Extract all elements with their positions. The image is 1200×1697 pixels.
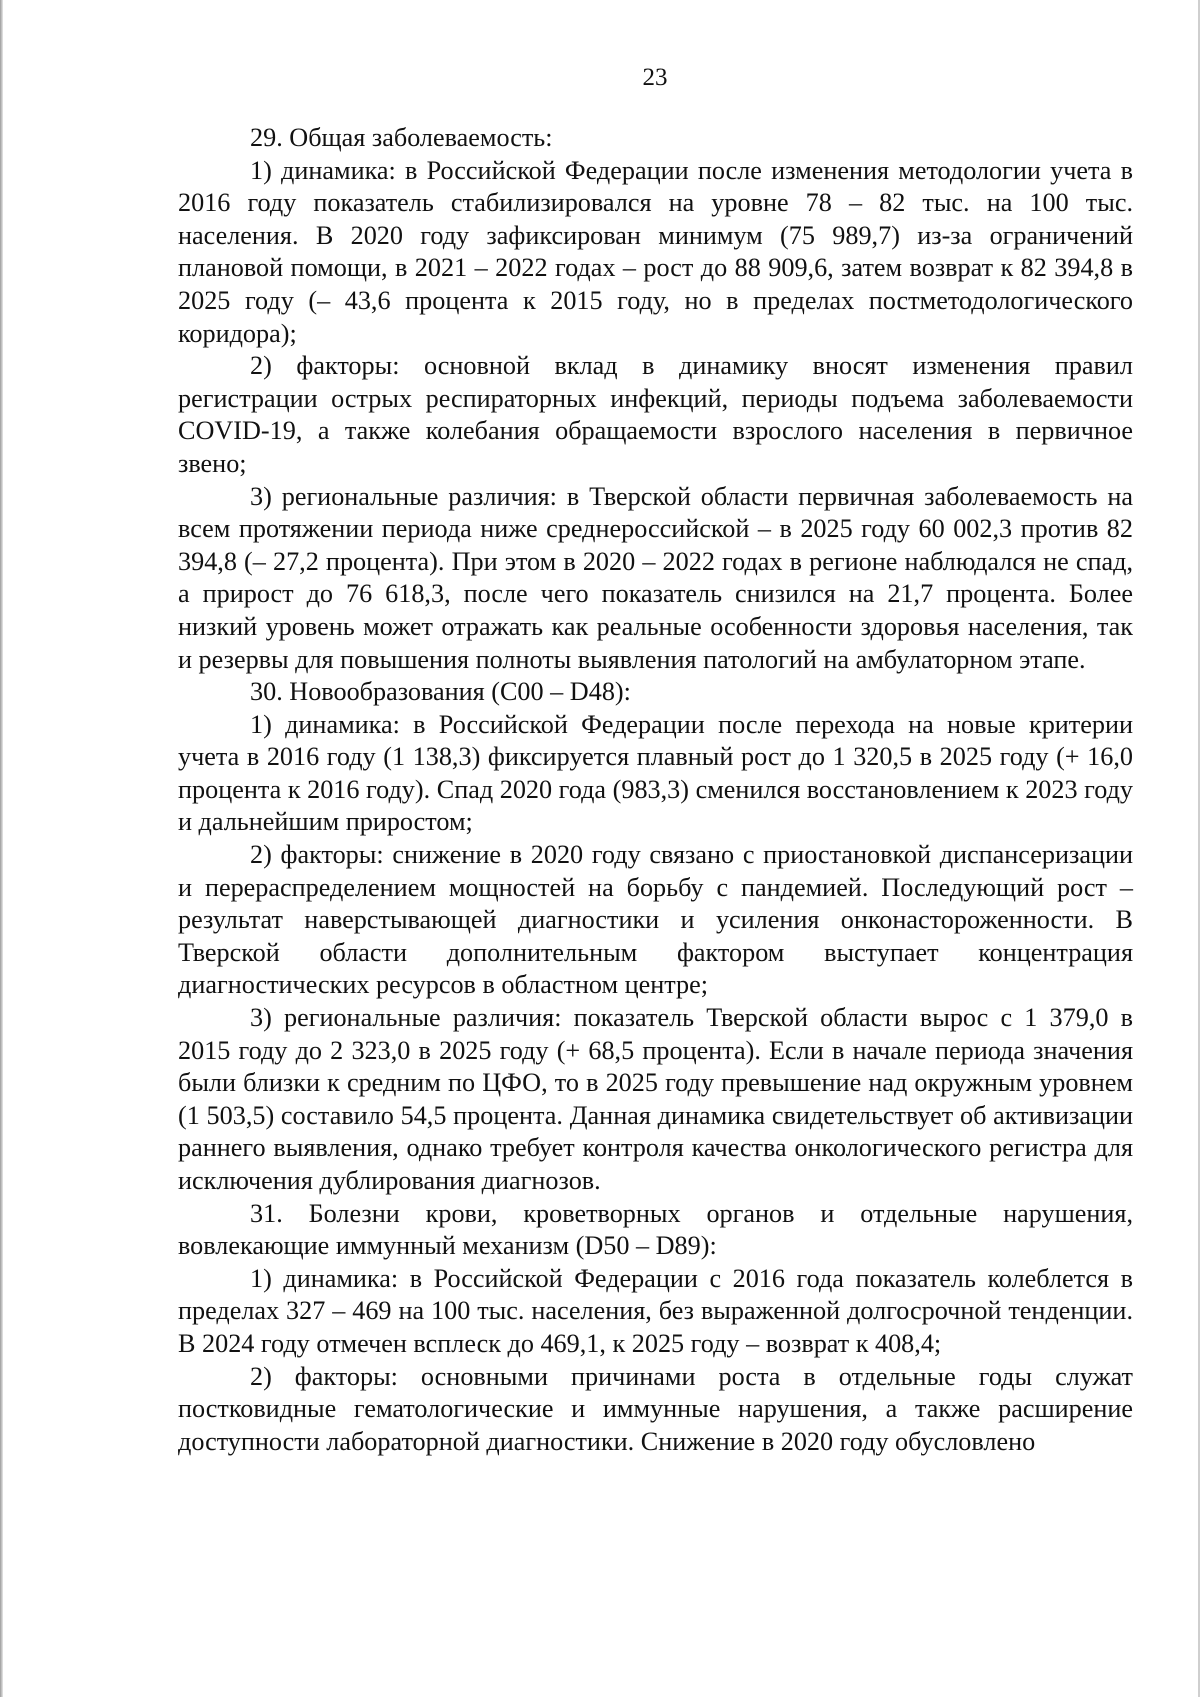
paragraph-30-dynamics: 1) динамика: в Российской Федерации после перехода на новые критерии учета в 2016 году (1 138,3) фиксируется плавный рост до 1 320,5 в 2025 году (+ 16,0 процента к 2016 году). Спад 2020 года (983,3) сменился восстановлением к 2023 году и дальнейшим приростом; [178, 709, 1133, 837]
page-number: 23 [642, 64, 668, 91]
paragraph-31-dynamics: 1) динамика: в Российской Федерации с 2016 года показатель колеблется в пределах 327 – 469 на 100 тыс. населения, без выраженной долгосрочной тенденции. В 2024 году отмечен всплеск до 469,1, к 2025 году – возврат к 408,4; [178, 1263, 1133, 1358]
scan-edge-left [0, 0, 3, 1697]
paragraph-30-factors: 2) факторы: снижение в 2020 году связано с приостановкой диспансеризации и перераспределением мощностей на борьбу с пандемией. Последующий рост – результат наверстывающей диагностики и усиления онконастороженности. В Тверской области дополнительным фактором выступает концентрация диагностических ресурсов в областном центре; [178, 840, 1133, 1000]
paragraph-29-dynamics: 1) динамика: в Российской Федерации после изменения методологии учета в 2016 году показатель стабилизировался на уровне 78 – 82 тыс. на 100 тыс. населения. В 2020 году зафиксирован минимум (75 989,7) из-за ограничений плановой помощи, в 2021 – 2022 годах – рост до 88 909,6, затем возврат к 82 394,8 в 2025 году (– 43,6 процента к 2015 году, но в пределах постметодологического коридора); [178, 155, 1133, 348]
document-body [178, 122, 1133, 1458]
paragraph-29-regional: 3) региональные различия: в Тверской области первичная заболеваемость на всем протяжении периода ниже среднероссийской – в 2025 году 60 002,3 против 82 394,8 (– 27,2 процента). При этом в 2020 – 2022 годах в регионе наблюдался не спад, а прирост до 76 618,3, после чего показатель снизился на 21,7 процента. Более низкий уровень может отражать как реальные особенности здоровья населения, так и резервы для повышения полноты выявления патологий на амбулаторном этапе. [178, 481, 1133, 674]
section-heading-31: 31. Болезни крови, кроветворных органов и отдельные нарушения, вовлекающие иммунный механизм (D50 – D89): [178, 1198, 1133, 1261]
section-heading-29: 29. Общая заболеваемость: [250, 123, 553, 152]
paragraph-30-regional: 3) региональные различия: показатель Тверской области вырос с 1 379,0 в 2015 году до 2 323,0 в 2025 году (+ 68,5 процента). Если в начале периода значения были близки к средним по ЦФО, то в 2025 году превышение над окружным уровнем (1 503,5) составило 54,5 процента. Данная динамика свидетельствует об активизации раннего выявления, однако требует контроля качества онкологического регистра для исключения дублирования диагнозов. [178, 1003, 1133, 1195]
section-heading-30: 30. Новообразования (C00 – D48): [250, 677, 631, 707]
paragraph-31-factors: 2) факторы: основными причинами роста в отдельные годы служат постковидные гематологические и иммунные нарушения, а также расширение доступности лабораторной диагностики. Снижение в 2020 году обусловлено [178, 1361, 1133, 1456]
paragraph-29-factors: 2) факторы: основной вклад в динамику вносят изменения правил регистрации острых респираторных инфекций, периоды подъема заболеваемости COVID-19, а также колебания обращаемости взрослого населения в первичное звено; [178, 351, 1133, 478]
